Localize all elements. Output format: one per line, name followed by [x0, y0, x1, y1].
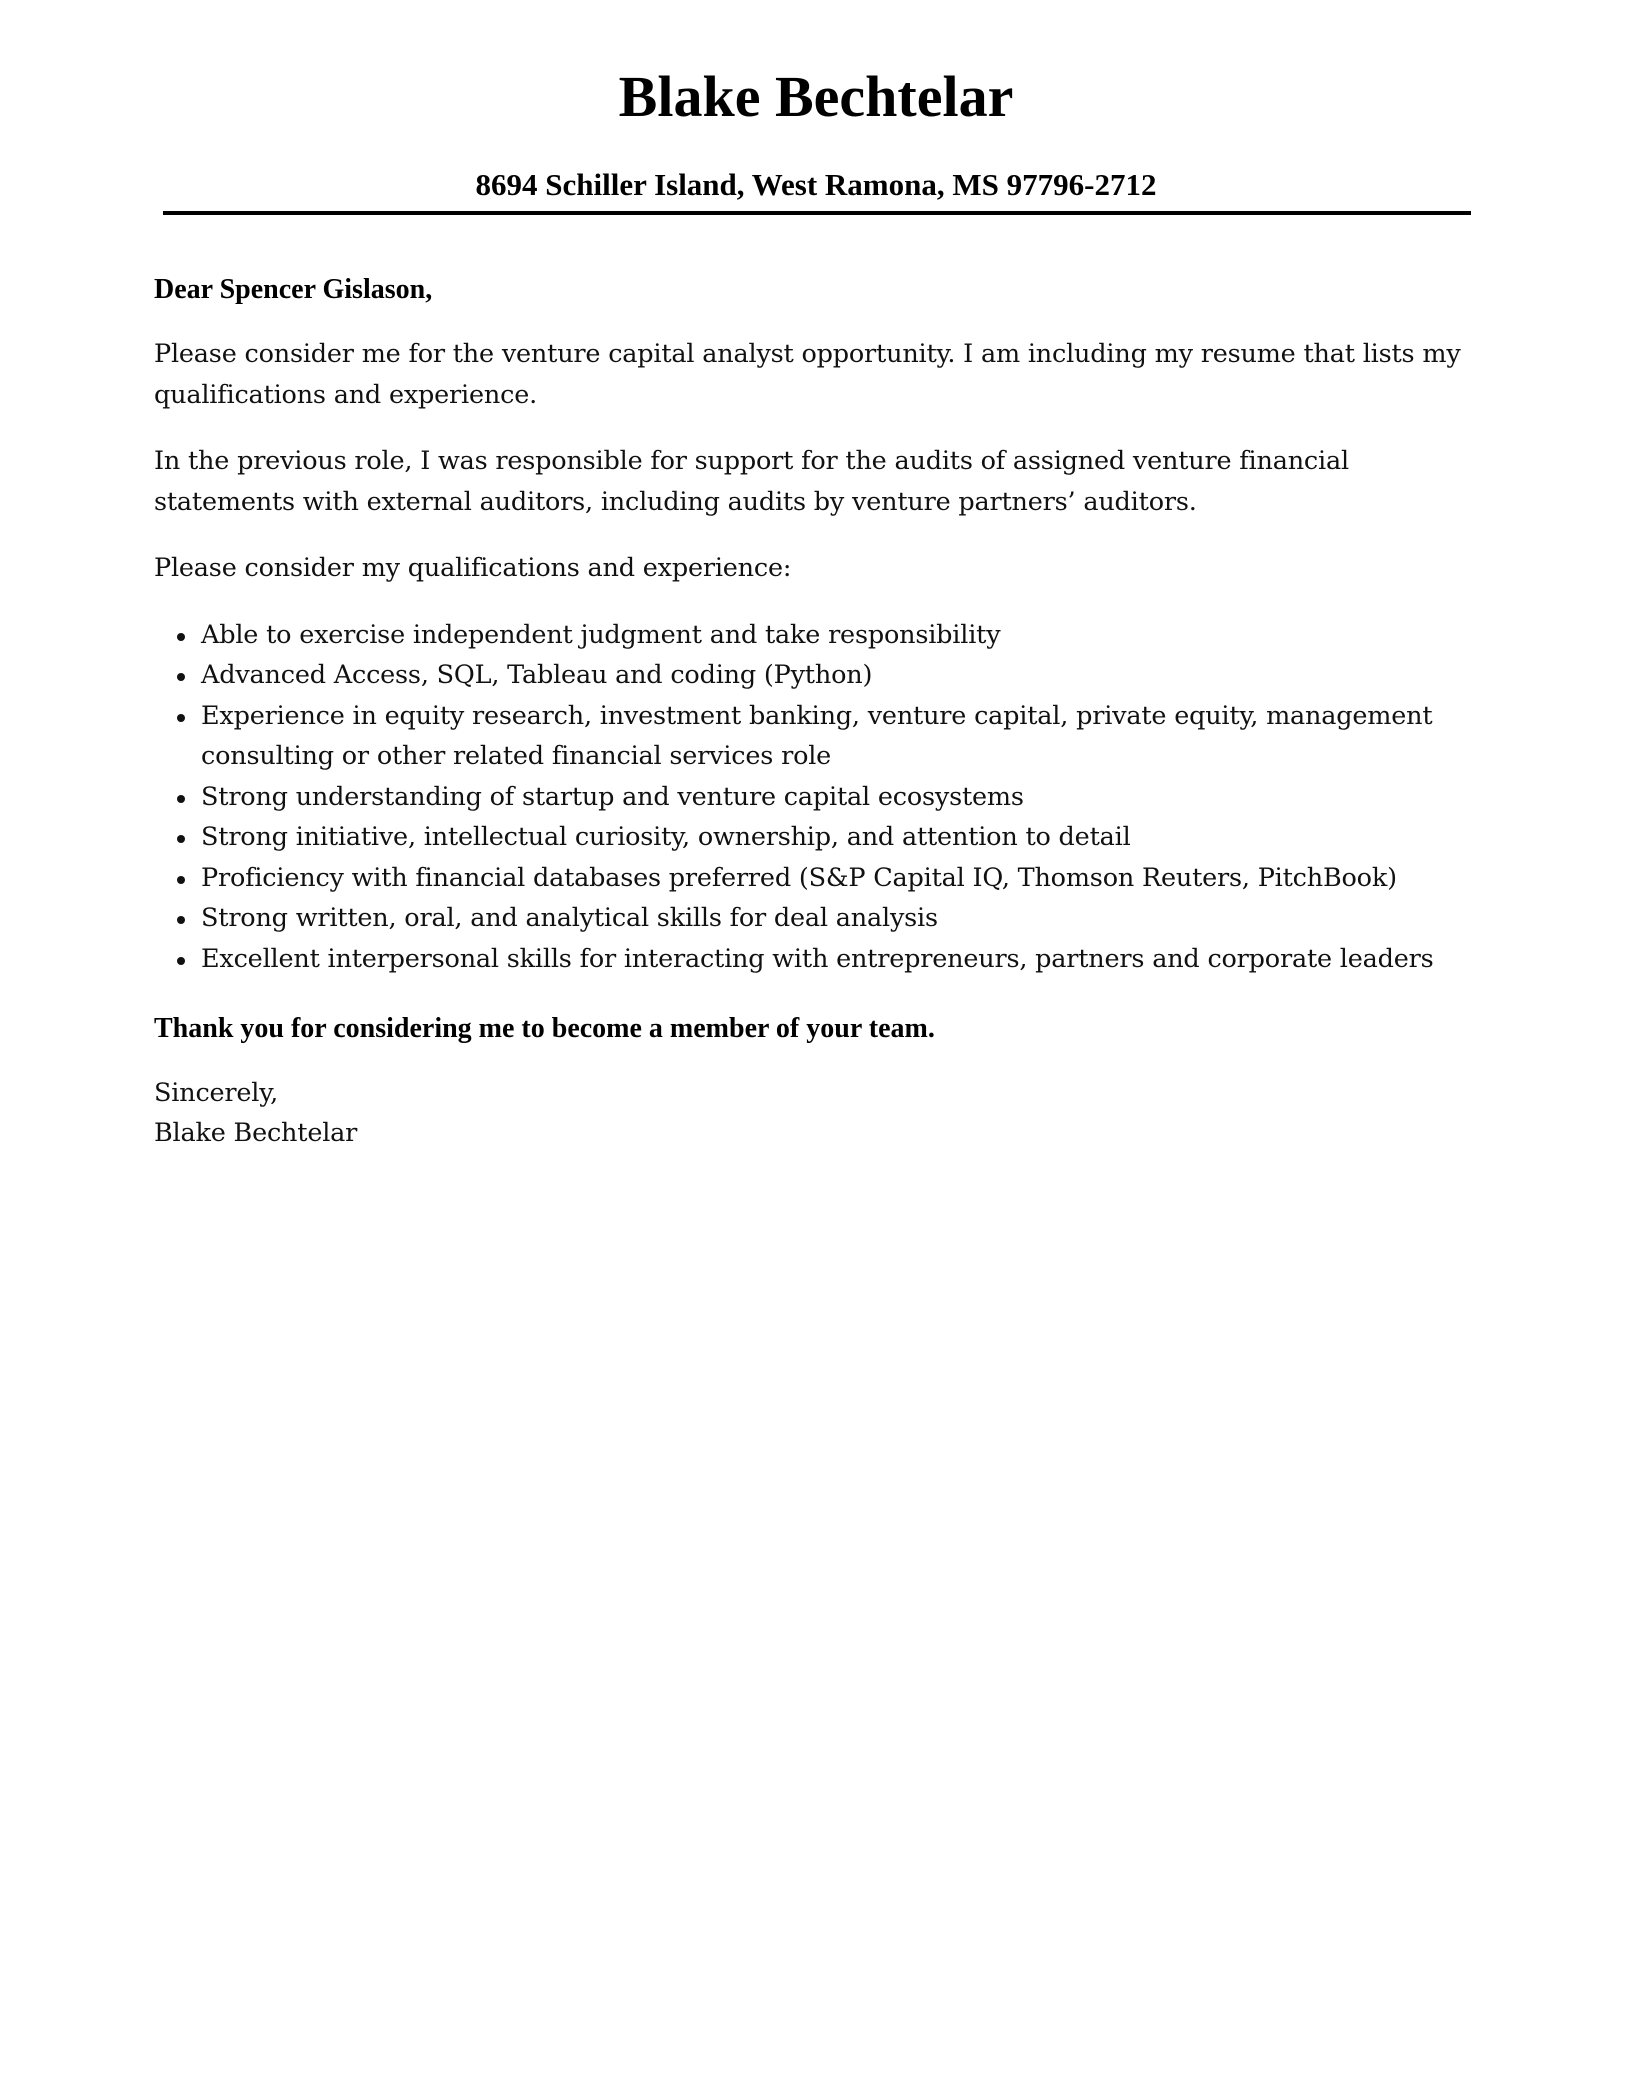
- list-item: [154, 817, 1474, 858]
- list-item-text: Experience in equity research, investment banking, venture capital, private equity, management consulting or other related financial services role: [201, 700, 1433, 771]
- letter-body: [154, 270, 1474, 1153]
- closing-statement: Thank you for considering me to become a member of your team.: [154, 1013, 935, 1044]
- salutation: Dear Spencer Gislason,: [154, 274, 433, 305]
- list-item-text: Advanced Access, SQL, Tableau and coding (Python): [201, 660, 873, 690]
- list-item-text: Proficiency with financial databases preferred (S&P Capital IQ, Thomson Reuters, PitchBook): [201, 862, 1397, 893]
- bullet-icon: [177, 714, 185, 722]
- bullet-icon: [177, 673, 185, 681]
- signoff: Sincerely,: [154, 1078, 278, 1108]
- intro-paragraph: Please consider me for the venture capital analyst opportunity. I am including my resume that lists my qualifications and experience.: [154, 339, 1461, 410]
- bullet-icon: [177, 633, 185, 641]
- bullet-icon: [177, 795, 185, 803]
- applicant-address: 8694 Schiller Island, West Ramona, MS 97796-2712: [475, 167, 1157, 202]
- list-item: [154, 898, 1474, 939]
- list-item: [154, 939, 1474, 980]
- list-item: [154, 858, 1474, 899]
- qualifications-lead-paragraph: Please consider my qualifications and experience:: [154, 553, 792, 583]
- list-item: [154, 777, 1474, 818]
- list-item: [154, 696, 1474, 777]
- signature: Blake Bechtelar: [154, 1118, 358, 1148]
- qualifications-list: [154, 615, 1474, 980]
- bullet-icon: [177, 876, 185, 884]
- header-divider: [163, 211, 1471, 215]
- bullet-icon: [177, 916, 185, 924]
- list-item-text: Strong written, oral, and analytical skills for deal analysis: [201, 903, 938, 933]
- bullet-icon: [177, 835, 185, 843]
- list-item: [154, 615, 1474, 656]
- list-item-text: Excellent interpersonal skills for interacting with entrepreneurs, partners and corporate leaders: [201, 943, 1434, 974]
- list-item-text: Strong initiative, intellectual curiosity, ownership, and attention to detail: [201, 822, 1131, 852]
- list-item: [154, 655, 1474, 696]
- list-item-text: Able to exercise independent judgment and take responsibility: [201, 619, 1001, 650]
- list-item-text: Strong understanding of startup and venture capital ecosystems: [201, 781, 1024, 812]
- bullet-icon: [177, 957, 185, 965]
- experience-paragraph: In the previous role, I was responsible for support for the audits of assigned venture financial statements with external auditors, including audits by venture partners’ auditors.: [154, 446, 1349, 517]
- applicant-name: Blake Bechtelar: [618, 64, 1014, 129]
